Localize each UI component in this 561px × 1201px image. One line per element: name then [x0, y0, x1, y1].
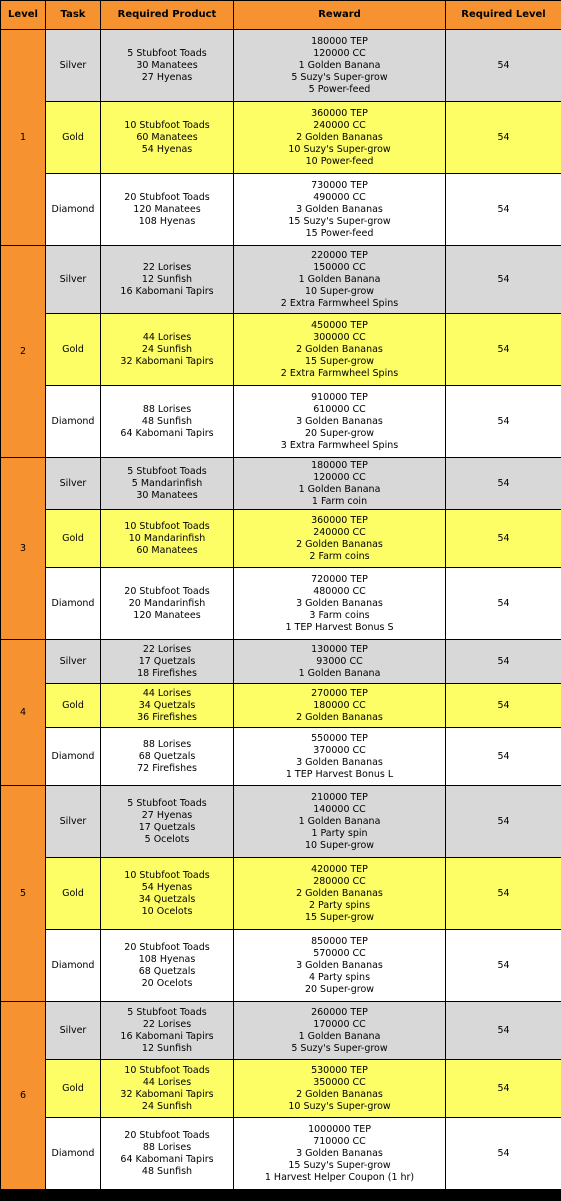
table-row [1, 858, 561, 930]
reward-cell [234, 568, 446, 640]
header-row [1, 1, 561, 30]
product-line: 5 Stubfoot Toads [127, 1006, 207, 1018]
product-line: 12 Sunfish [141, 1042, 193, 1054]
table-row [1, 314, 561, 386]
reward-line: 120000 CC [313, 471, 366, 483]
reward-cell [234, 930, 446, 1002]
product-line: 22 Lorises [142, 1018, 192, 1030]
reward-line: 3 Golden Bananas [296, 203, 383, 215]
reward-line: 1 Party spin [311, 827, 368, 839]
product-line: 48 Sunfish [141, 1165, 193, 1177]
table-row [1, 246, 561, 314]
task-cell: Silver [46, 786, 101, 858]
product-line: 10 Stubfoot Toads [124, 869, 210, 881]
required-product-cell [101, 786, 234, 858]
reward-line: 3 Farm coins [309, 609, 370, 621]
reward-line: 20 Super-grow [304, 983, 375, 995]
required-product-cell [101, 858, 234, 930]
product-line: 68 Quetzals [138, 750, 196, 762]
product-line: 22 Lorises [142, 643, 192, 655]
product-line: 20 Stubfoot Toads [124, 191, 210, 203]
reward-cell [234, 1118, 446, 1190]
table-row [1, 30, 561, 102]
product-line: 20 Mandarinfish [128, 597, 206, 609]
reward-cell [234, 858, 446, 930]
task-cell: Gold [46, 858, 101, 930]
level-cell: 5 [1, 786, 46, 1002]
reward-cell [234, 510, 446, 568]
reward-line: 130000 TEP [311, 643, 368, 655]
task-cell: Diamond [46, 728, 101, 786]
required-level-cell: 54 [446, 684, 561, 728]
task-cell: Gold [46, 102, 101, 174]
product-line: 68 Quetzals [138, 965, 196, 977]
table-row [1, 1002, 561, 1060]
product-line: 17 Quetzals [138, 821, 196, 833]
product-line: 64 Kabomani Tapirs [120, 1153, 214, 1165]
required-product-cell [101, 728, 234, 786]
task-cell: Gold [46, 510, 101, 568]
reward-line: 10 Suzy's Super-grow [288, 1100, 391, 1112]
required-level-cell: 54 [446, 1060, 561, 1118]
required-level-cell: 54 [446, 174, 561, 246]
reward-line: 10 Super-grow [304, 285, 375, 297]
reward-line: 1 Golden Banana [298, 667, 381, 679]
required-level-cell: 54 [446, 458, 561, 510]
table-row [1, 640, 561, 684]
product-line: 24 Sunfish [141, 1100, 193, 1112]
reward-line: 350000 CC [313, 1076, 366, 1088]
product-line: 20 Stubfoot Toads [124, 585, 210, 597]
product-line: 30 Manatees [136, 489, 198, 501]
product-line: 20 Stubfoot Toads [124, 941, 210, 953]
product-line: 120 Manatees [133, 203, 201, 215]
required-product-cell [101, 930, 234, 1002]
required-level-cell: 54 [446, 246, 561, 314]
product-line: 16 Kabomani Tapirs [120, 285, 214, 297]
required-product-cell [101, 568, 234, 640]
reward-line: 93000 CC [316, 655, 363, 667]
level-cell: 1 [1, 30, 46, 246]
product-line: 34 Quetzals [138, 699, 196, 711]
reward-line: 180000 TEP [311, 35, 368, 47]
table-row [1, 386, 561, 458]
reward-line: 180000 TEP [311, 459, 368, 471]
required-level-cell: 54 [446, 386, 561, 458]
reward-line: 3 Golden Bananas [296, 959, 383, 971]
reward-cell [234, 246, 446, 314]
reward-line: 1 Golden Banana [298, 815, 381, 827]
product-line: 30 Manatees [136, 59, 198, 71]
task-cell: Silver [46, 246, 101, 314]
reward-line: 300000 CC [313, 331, 366, 343]
reward-line: 15 Super-grow [304, 911, 375, 923]
product-line: 20 Stubfoot Toads [124, 1129, 210, 1141]
product-line: 72 Firefishes [137, 762, 197, 774]
reward-line: 280000 CC [313, 875, 366, 887]
reward-line: 15 Suzy's Super-grow [288, 215, 391, 227]
task-cell: Gold [46, 684, 101, 728]
reward-line: 850000 TEP [311, 935, 368, 947]
required-level-cell: 54 [446, 510, 561, 568]
required-level-cell: 54 [446, 568, 561, 640]
product-line: 27 Hyenas [141, 809, 193, 821]
table-row [1, 174, 561, 246]
product-line: 44 Lorises [142, 687, 192, 699]
level-cell: 6 [1, 1002, 46, 1190]
task-cell: Silver [46, 640, 101, 684]
table-row [1, 1118, 561, 1190]
reward-line: 180000 CC [313, 699, 366, 711]
reward-line: 1 Golden Banana [298, 1030, 381, 1042]
reward-line: 360000 TEP [311, 107, 368, 119]
required-level-cell: 54 [446, 1002, 561, 1060]
required-level-cell: 54 [446, 640, 561, 684]
product-line: 10 Stubfoot Toads [124, 1064, 210, 1076]
product-line: 10 Stubfoot Toads [124, 119, 210, 131]
product-line: 48 Sunfish [141, 415, 193, 427]
required-product-cell [101, 314, 234, 386]
reward-line: 710000 CC [313, 1135, 366, 1147]
product-line: 120 Manatees [133, 609, 201, 621]
reward-line: 910000 TEP [311, 391, 368, 403]
reward-cell [234, 786, 446, 858]
reward-line: 720000 TEP [311, 573, 368, 585]
required-product-cell [101, 1002, 234, 1060]
reward-line: 530000 TEP [311, 1064, 368, 1076]
reward-cell [234, 728, 446, 786]
reward-line: 1 TEP Harvest Bonus S [285, 621, 394, 633]
table-row [1, 930, 561, 1002]
reward-line: 120000 CC [313, 47, 366, 59]
product-line: 5 Stubfoot Toads [127, 47, 207, 59]
reward-line: 2 Extra Farmwheel Spins [280, 297, 399, 309]
product-line: 88 Lorises [142, 738, 192, 750]
header-task: Task [46, 1, 101, 30]
reward-line: 150000 CC [313, 261, 366, 273]
reward-cell [234, 102, 446, 174]
reward-line: 10 Super-grow [304, 839, 375, 851]
table-row [1, 728, 561, 786]
product-line: 64 Kabomani Tapirs [120, 427, 214, 439]
product-line: 34 Quetzals [138, 893, 196, 905]
level-cell: 2 [1, 246, 46, 458]
reward-line: 1000000 TEP [308, 1123, 371, 1135]
reward-line: 3 Golden Bananas [296, 1147, 383, 1159]
task-cell: Diamond [46, 1118, 101, 1190]
required-level-cell: 54 [446, 1118, 561, 1190]
reward-cell [234, 386, 446, 458]
reward-line: 2 Extra Farmwheel Spins [280, 367, 399, 379]
table-row [1, 102, 561, 174]
reward-line: 10 Power-feed [305, 155, 374, 167]
product-line: 44 Lorises [142, 1076, 192, 1088]
reward-line: 2 Farm coins [309, 550, 370, 562]
product-line: 10 Ocelots [141, 905, 193, 917]
reward-line: 15 Super-grow [304, 355, 375, 367]
product-line: 54 Hyenas [141, 143, 193, 155]
reward-line: 3 Extra Farmwheel Spins [280, 439, 399, 451]
required-product-cell [101, 102, 234, 174]
reward-line: 2 Golden Bananas [296, 343, 383, 355]
reward-line: 3 Golden Bananas [296, 756, 383, 768]
product-line: 12 Sunfish [141, 273, 193, 285]
table-row [1, 786, 561, 858]
required-level-cell: 54 [446, 102, 561, 174]
reward-cell [234, 30, 446, 102]
header-reward: Reward [234, 1, 446, 30]
reward-line: 170000 CC [313, 1018, 366, 1030]
reward-line: 240000 CC [313, 119, 366, 131]
reward-line: 10 Suzy's Super-grow [288, 143, 391, 155]
product-line: 108 Hyenas [138, 953, 196, 965]
task-cell: Silver [46, 1002, 101, 1060]
reward-line: 2 Golden Bananas [296, 1088, 383, 1100]
task-cell: Diamond [46, 568, 101, 640]
reward-line: 5 Power-feed [308, 83, 371, 95]
header-required-level: Required Level [446, 1, 561, 30]
reward-cell [234, 314, 446, 386]
level-cell: 3 [1, 458, 46, 640]
required-product-cell [101, 30, 234, 102]
task-cell: Diamond [46, 930, 101, 1002]
required-product-cell [101, 386, 234, 458]
required-level-cell: 54 [446, 314, 561, 386]
reward-cell [234, 1002, 446, 1060]
reward-cell [234, 684, 446, 728]
product-line: 60 Manatees [136, 131, 198, 143]
required-product-cell [101, 174, 234, 246]
product-line: 32 Kabomani Tapirs [120, 1088, 214, 1100]
reward-line: 5 Suzy's Super-grow [291, 71, 388, 83]
product-line: 44 Lorises [142, 331, 192, 343]
reward-line: 370000 CC [313, 744, 366, 756]
level-cell: 4 [1, 640, 46, 786]
product-line: 60 Manatees [136, 544, 198, 556]
table-row [1, 568, 561, 640]
header-required-product: Required Product [101, 1, 234, 30]
reward-line: 260000 TEP [311, 1006, 368, 1018]
reward-line: 3 Golden Bananas [296, 597, 383, 609]
product-line: 5 Stubfoot Toads [127, 797, 207, 809]
required-product-cell [101, 510, 234, 568]
table-body [1, 30, 561, 1190]
product-line: 24 Sunfish [141, 343, 193, 355]
task-cell: Diamond [46, 174, 101, 246]
reward-line: 730000 TEP [311, 179, 368, 191]
reward-line: 270000 TEP [311, 687, 368, 699]
required-product-cell [101, 640, 234, 684]
reward-line: 5 Suzy's Super-grow [291, 1042, 388, 1054]
product-line: 54 Hyenas [141, 881, 193, 893]
product-line: 27 Hyenas [141, 71, 193, 83]
required-product-cell [101, 1118, 234, 1190]
required-level-cell: 54 [446, 930, 561, 1002]
reward-line: 1 Harvest Helper Coupon (1 hr) [264, 1171, 415, 1183]
task-cell: Gold [46, 314, 101, 386]
reward-line: 240000 CC [313, 526, 366, 538]
product-line: 20 Ocelots [141, 977, 193, 989]
reward-line: 3 Golden Bananas [296, 415, 383, 427]
product-line: 22 Lorises [142, 261, 192, 273]
product-line: 5 Ocelots [144, 833, 190, 845]
reward-line: 15 Power-feed [305, 227, 374, 239]
reward-line: 610000 CC [313, 403, 366, 415]
reward-line: 550000 TEP [311, 732, 368, 744]
product-line: 18 Firefishes [137, 667, 197, 679]
reward-cell [234, 458, 446, 510]
reward-line: 1 Golden Banana [298, 59, 381, 71]
reward-line: 2 Golden Bananas [296, 538, 383, 550]
product-line: 17 Quetzals [138, 655, 196, 667]
reward-line: 360000 TEP [311, 514, 368, 526]
reward-line: 2 Golden Bananas [296, 887, 383, 899]
table-row [1, 684, 561, 728]
reward-line: 4 Party spins [308, 971, 371, 983]
table-row [1, 458, 561, 510]
table-row [1, 1060, 561, 1118]
required-level-cell: 54 [446, 728, 561, 786]
reward-line: 140000 CC [313, 803, 366, 815]
reward-cell [234, 1060, 446, 1118]
reward-line: 570000 CC [313, 947, 366, 959]
product-line: 10 Mandarinfish [128, 532, 206, 544]
reward-line: 1 Golden Banana [298, 483, 381, 495]
task-cell: Diamond [46, 386, 101, 458]
reward-line: 450000 TEP [311, 319, 368, 331]
reward-line: 2 Party spins [308, 899, 371, 911]
reward-line: 480000 CC [313, 585, 366, 597]
reward-line: 490000 CC [313, 191, 366, 203]
reward-line: 1 Golden Banana [298, 273, 381, 285]
header-level: Level [1, 1, 46, 30]
product-line: 88 Lorises [142, 403, 192, 415]
required-product-cell [101, 458, 234, 510]
task-cell: Silver [46, 30, 101, 102]
reward-line: 420000 TEP [311, 863, 368, 875]
required-level-cell: 54 [446, 30, 561, 102]
product-line: 10 Stubfoot Toads [124, 520, 210, 532]
required-product-cell [101, 684, 234, 728]
reward-line: 210000 TEP [311, 791, 368, 803]
reward-line: 220000 TEP [311, 249, 368, 261]
product-line: 5 Mandarinfish [131, 477, 203, 489]
product-line: 16 Kabomani Tapirs [120, 1030, 214, 1042]
reward-line: 15 Suzy's Super-grow [288, 1159, 391, 1171]
reward-line: 2 Golden Bananas [296, 131, 383, 143]
reward-cell [234, 174, 446, 246]
product-line: 5 Stubfoot Toads [127, 465, 207, 477]
product-line: 88 Lorises [142, 1141, 192, 1153]
reward-cell [234, 640, 446, 684]
product-line: 108 Hyenas [138, 215, 196, 227]
task-cell: Silver [46, 458, 101, 510]
product-line: 32 Kabomani Tapirs [120, 355, 214, 367]
required-product-cell [101, 246, 234, 314]
required-level-cell: 54 [446, 786, 561, 858]
reward-line: 1 Farm coin [311, 495, 368, 507]
table-row [1, 510, 561, 568]
required-product-cell [101, 1060, 234, 1118]
reward-line: 2 Golden Bananas [296, 711, 383, 723]
required-level-cell: 54 [446, 858, 561, 930]
product-line: 36 Firefishes [137, 711, 197, 723]
reward-line: 20 Super-grow [304, 427, 375, 439]
reward-line: 1 TEP Harvest Bonus L [285, 768, 394, 780]
task-cell: Gold [46, 1060, 101, 1118]
